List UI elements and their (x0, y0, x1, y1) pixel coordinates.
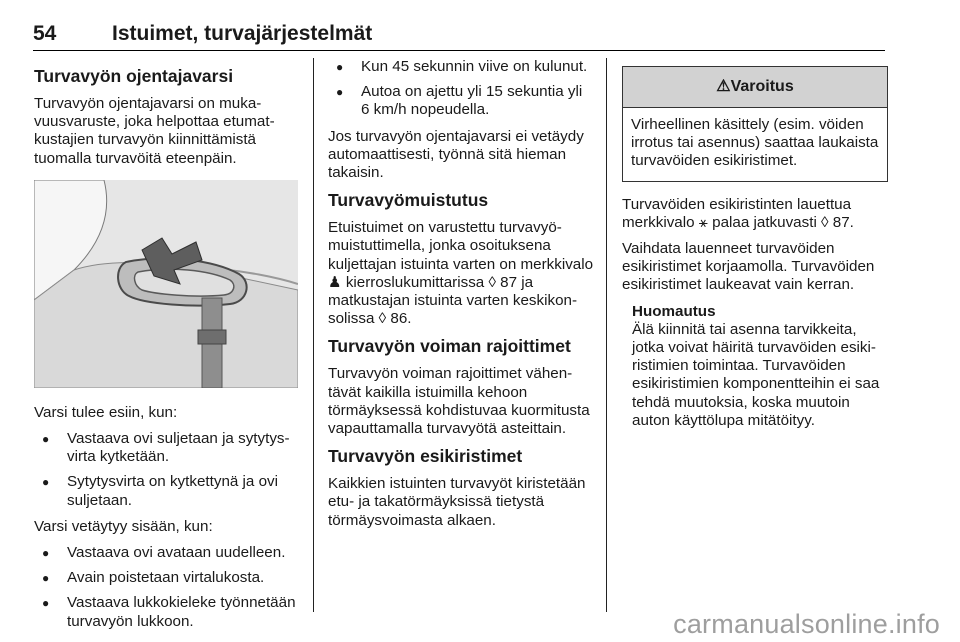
retract-intro: Varsi vetäytyy sisään, kun: (34, 517, 213, 535)
page-number: 54 (33, 22, 57, 45)
column-divider-2 (606, 58, 607, 612)
manual-retract-text: Jos turvavyön ojentajavarsi ei vetäydy automaattisesti, työnnä sitä hieman takaisin. (328, 127, 584, 182)
header-rule (33, 50, 885, 51)
extend-intro: Varsi tulee esiin, kun: (34, 403, 178, 421)
section-heading-pretensioner: Turvavyön esikiristimet (328, 446, 523, 467)
warning-title: ⚠Varoitus (623, 67, 887, 108)
page-title: Istuimet, turvajärjestelmät (112, 22, 373, 45)
list-item: ● Vastaava lukkokieleke työnnetään turvavyön lukkoon. (34, 594, 300, 630)
pretensioner-replace-text: Vaihdata lauenneet turvavöiden esikiristimet korjaamolla. Turvavöiden esikiristimet laukeavat vain kerran. (622, 240, 875, 294)
section-heading-presenter: Turvavyön ojentajavarsi (34, 66, 234, 86)
column-right (622, 58, 888, 430)
column-divider-1 (313, 58, 314, 612)
extend-list (34, 430, 300, 510)
pretensioner-text: Kaikkien istuinten turvavyöt kiristetään etu- ja takatörmäyksissä tietystä törmäysvoimasta alkaen. (328, 475, 586, 529)
watermark: carmanualsonline.info (673, 609, 940, 639)
seatbelt-presenter-drawing (34, 180, 298, 388)
section-heading-reminder: Turvavyömuistutus (328, 190, 489, 211)
pretensioner-indicator-text: Turvavöiden esikiristinten lauettua merkkivalo ⚹ palaa jatkuvasti ◊ 87. (622, 195, 854, 231)
list-item: ● Sytytysvirta on kytkettynä ja ovi suljetaan. (34, 473, 300, 509)
column-left (34, 58, 300, 639)
note-text: Älä kiinnitä tai asenna tarvikkeita, jotka voivat häiritä turvavöiden esikiristimien toimintaa. Turvavöiden esikiristimien komponentteihin ei saa tehdä muutoksia, koska muutoin auton käyttölupa mitätöityy. (632, 320, 880, 429)
warning-text: Virheellinen käsittely (esim. vöiden irrotus tai asennus) saattaa laukaista turvavöiden esikiristimet. (631, 116, 879, 170)
list-item: ● Kun 45 sekunnin viive on kulunut. (328, 58, 594, 76)
retract-list-continued (328, 58, 594, 120)
limiter-text: Turvavyön voiman rajoittimet vähentävät kaikilla istuimilla kehoon törmäyksessä kohdistuvaa kuormitusta vapauttamalla turvavyötä asteittain. (328, 365, 590, 438)
note-block (622, 303, 888, 430)
list-item: ● Vastaava ovi avataan uudelleen. (34, 544, 300, 562)
presenter-intro: Turvavyön ojentajavarsi on mukavuusvaruste, joka helpottaa etumatkustajien turvavyön kiinnittämistä tuomalla turvavöitä eteenpäin. (34, 95, 275, 167)
list-item: ● Avain poistetaan virtalukosta. (34, 569, 300, 587)
page-header (33, 8, 885, 50)
retract-list (34, 544, 300, 631)
list-item: ● Vastaava ovi suljetaan ja sytytysvirta kytketään. (34, 430, 300, 466)
column-middle (328, 58, 594, 538)
note-title: Huomautus (632, 302, 716, 320)
seatbelt-presenter-illustration (34, 180, 298, 388)
list-item: ● Autoa on ajettu yli 15 sekuntia yli 6 km/h nopeudella. (328, 83, 594, 119)
reminder-text: Etuistuimet on varustettu turvavyömuistuttimella, jonka osoituksena kuljettajan istuinta varten on merkkivalo ♟ kierroslukumittarissa ◊ 87 ja matkustajan istuinta varten keskikonsolissa ◊ 86. (328, 219, 594, 328)
warning-box (622, 66, 888, 182)
section-heading-limiter: Turvavyön voiman rajoittimet (328, 336, 571, 357)
